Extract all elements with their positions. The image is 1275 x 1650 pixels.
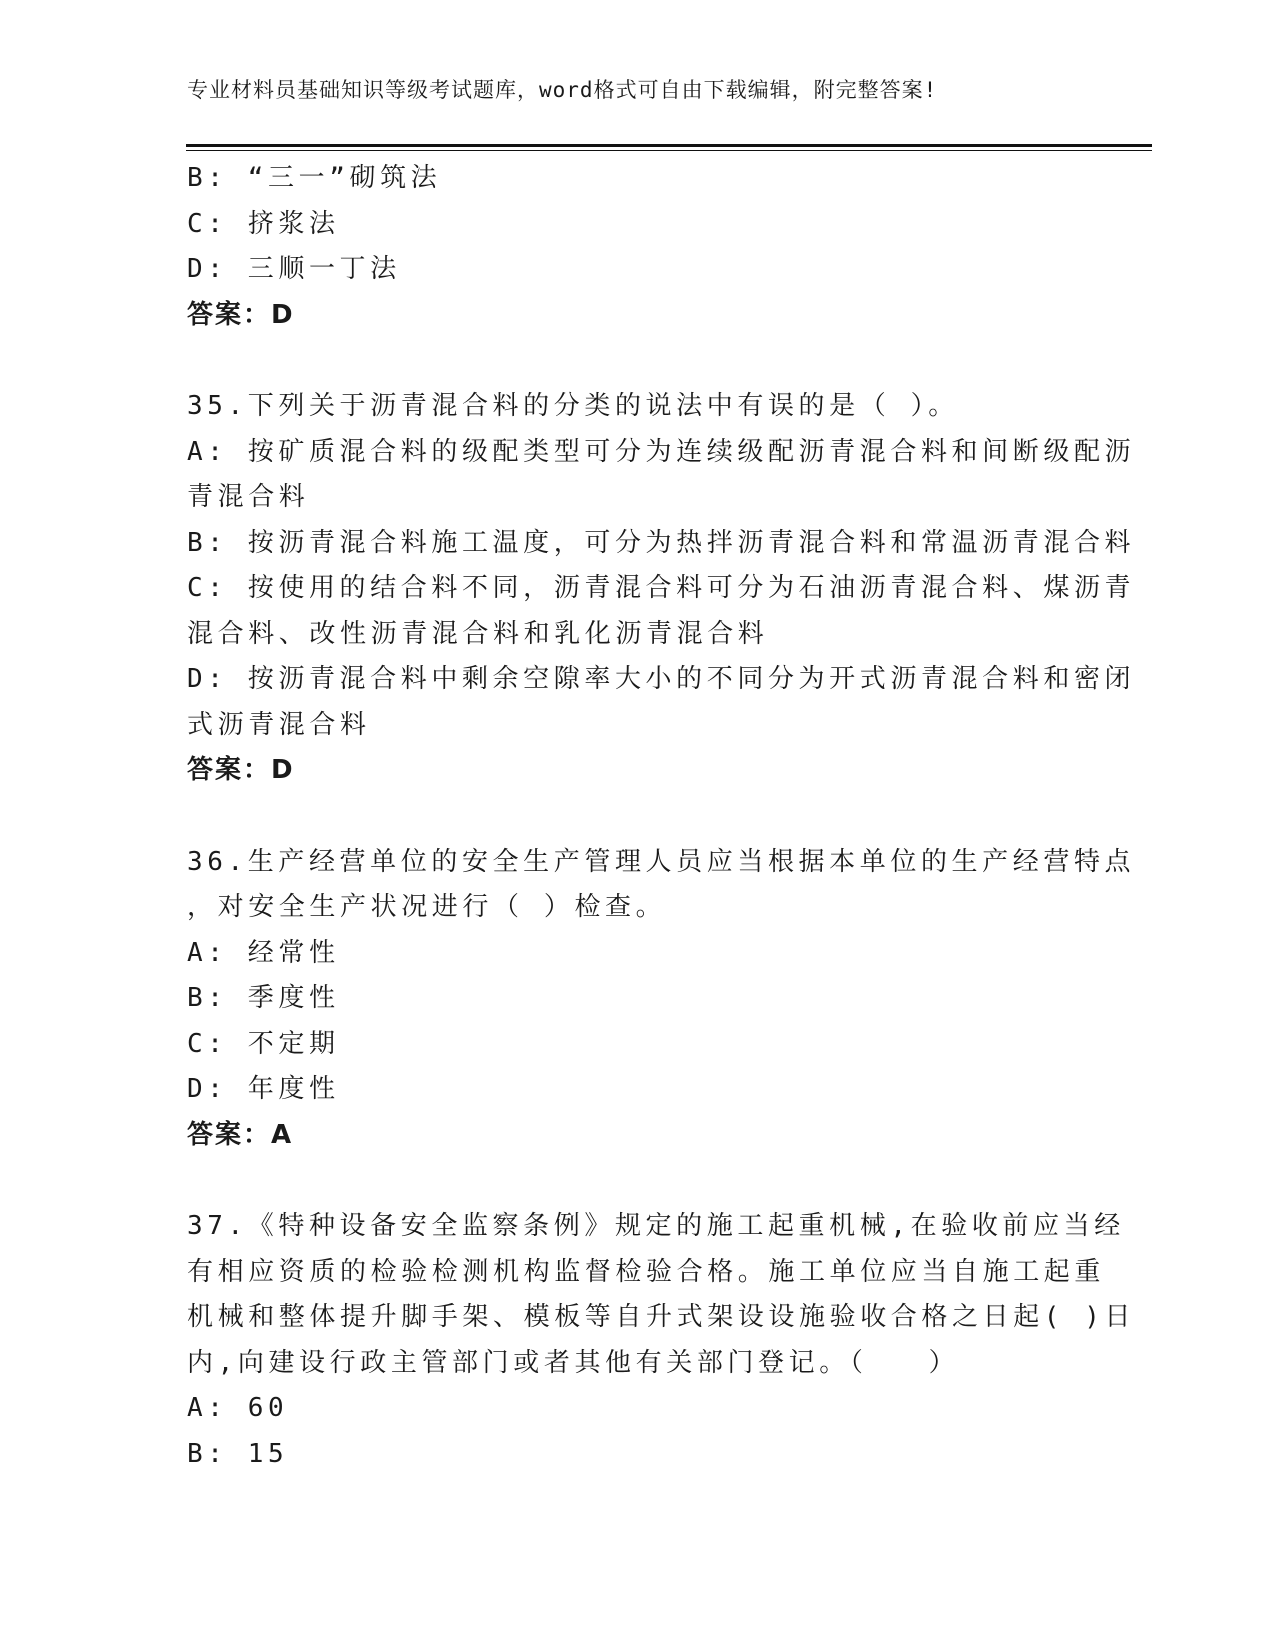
question-content xyxy=(187,156,1136,1477)
option-line: 式沥青混合料 xyxy=(187,709,371,740)
question-stem: 35.下列关于沥青混合料的分类的说法中有误的是（ ）。 xyxy=(187,391,959,421)
question-stem: 内,向建设行政主管部门或者其他有关部门登记。（ ） xyxy=(187,1347,960,1378)
block-spacer xyxy=(187,338,1087,384)
header-rule-thin xyxy=(186,150,1152,151)
option-line: C: 按使用的结合料不同，沥青混合料可分为石油沥青混合料、煤沥青 xyxy=(187,573,1136,603)
option-line: A: 60 xyxy=(187,1393,289,1423)
option-line: 混合料、改性沥青混合料和乳化沥青混合料 xyxy=(187,618,769,649)
answer-line: 答案：A xyxy=(187,1119,294,1150)
header-rule-thick xyxy=(186,144,1152,147)
option-line: A: 经常性 xyxy=(187,937,340,968)
answer-line: 答案：D xyxy=(187,755,295,785)
answer-line: 答案：D xyxy=(187,299,295,330)
question-block-35 xyxy=(187,384,1136,794)
question-block-36 xyxy=(187,840,1136,1159)
option-line: B: 季度性 xyxy=(187,983,340,1013)
option-line: B: 按沥青混合料施工温度，可分为热拌沥青混合料和常温沥青混合料 xyxy=(187,527,1136,558)
question-stem: 37.《特种设备安全监察条例》规定的施工起重机械,在验收前应当经 xyxy=(187,1211,1125,1241)
option-line: 青混合料 xyxy=(187,482,310,512)
option-line: D: 年度性 xyxy=(187,1074,340,1104)
option-line: D: 按沥青混合料中剩余空隙率大小的不同分为开式沥青混合料和密闭 xyxy=(187,664,1136,694)
option-line: C: 不定期 xyxy=(187,1028,340,1059)
question-stem: 36.生产经营单位的安全生产管理人员应当根据本单位的生产经营特点 xyxy=(187,846,1136,877)
block-spacer xyxy=(187,1158,1087,1204)
option-line: B: “三一”砌筑法 xyxy=(187,163,442,193)
block-spacer xyxy=(187,794,1087,840)
option-line: A: 按矿质混合料的级配类型可分为连续级配沥青混合料和间断级配沥 xyxy=(187,436,1136,467)
question-block-37 xyxy=(187,1204,1136,1477)
option-line: B: 15 xyxy=(187,1438,289,1469)
option-line: D: 三顺一丁法 xyxy=(187,254,401,284)
option-line: C: 挤浆法 xyxy=(187,208,340,239)
document-header: 专业材料员基础知识等级考试题库，word格式可自由下载编辑，附完整答案! xyxy=(187,78,938,102)
question-stem: 机械和整体提升脚手架、模板等自升式架设设施验收合格之日起( )日 xyxy=(187,1302,1136,1332)
question-stem: 有相应资质的检验检测机构监督检验合格。施工单位应当自施工起重 xyxy=(187,1256,1106,1287)
question-stem: ，对安全生产状况进行（ ）检查。 xyxy=(187,892,667,922)
question-block-34 xyxy=(187,156,1087,338)
